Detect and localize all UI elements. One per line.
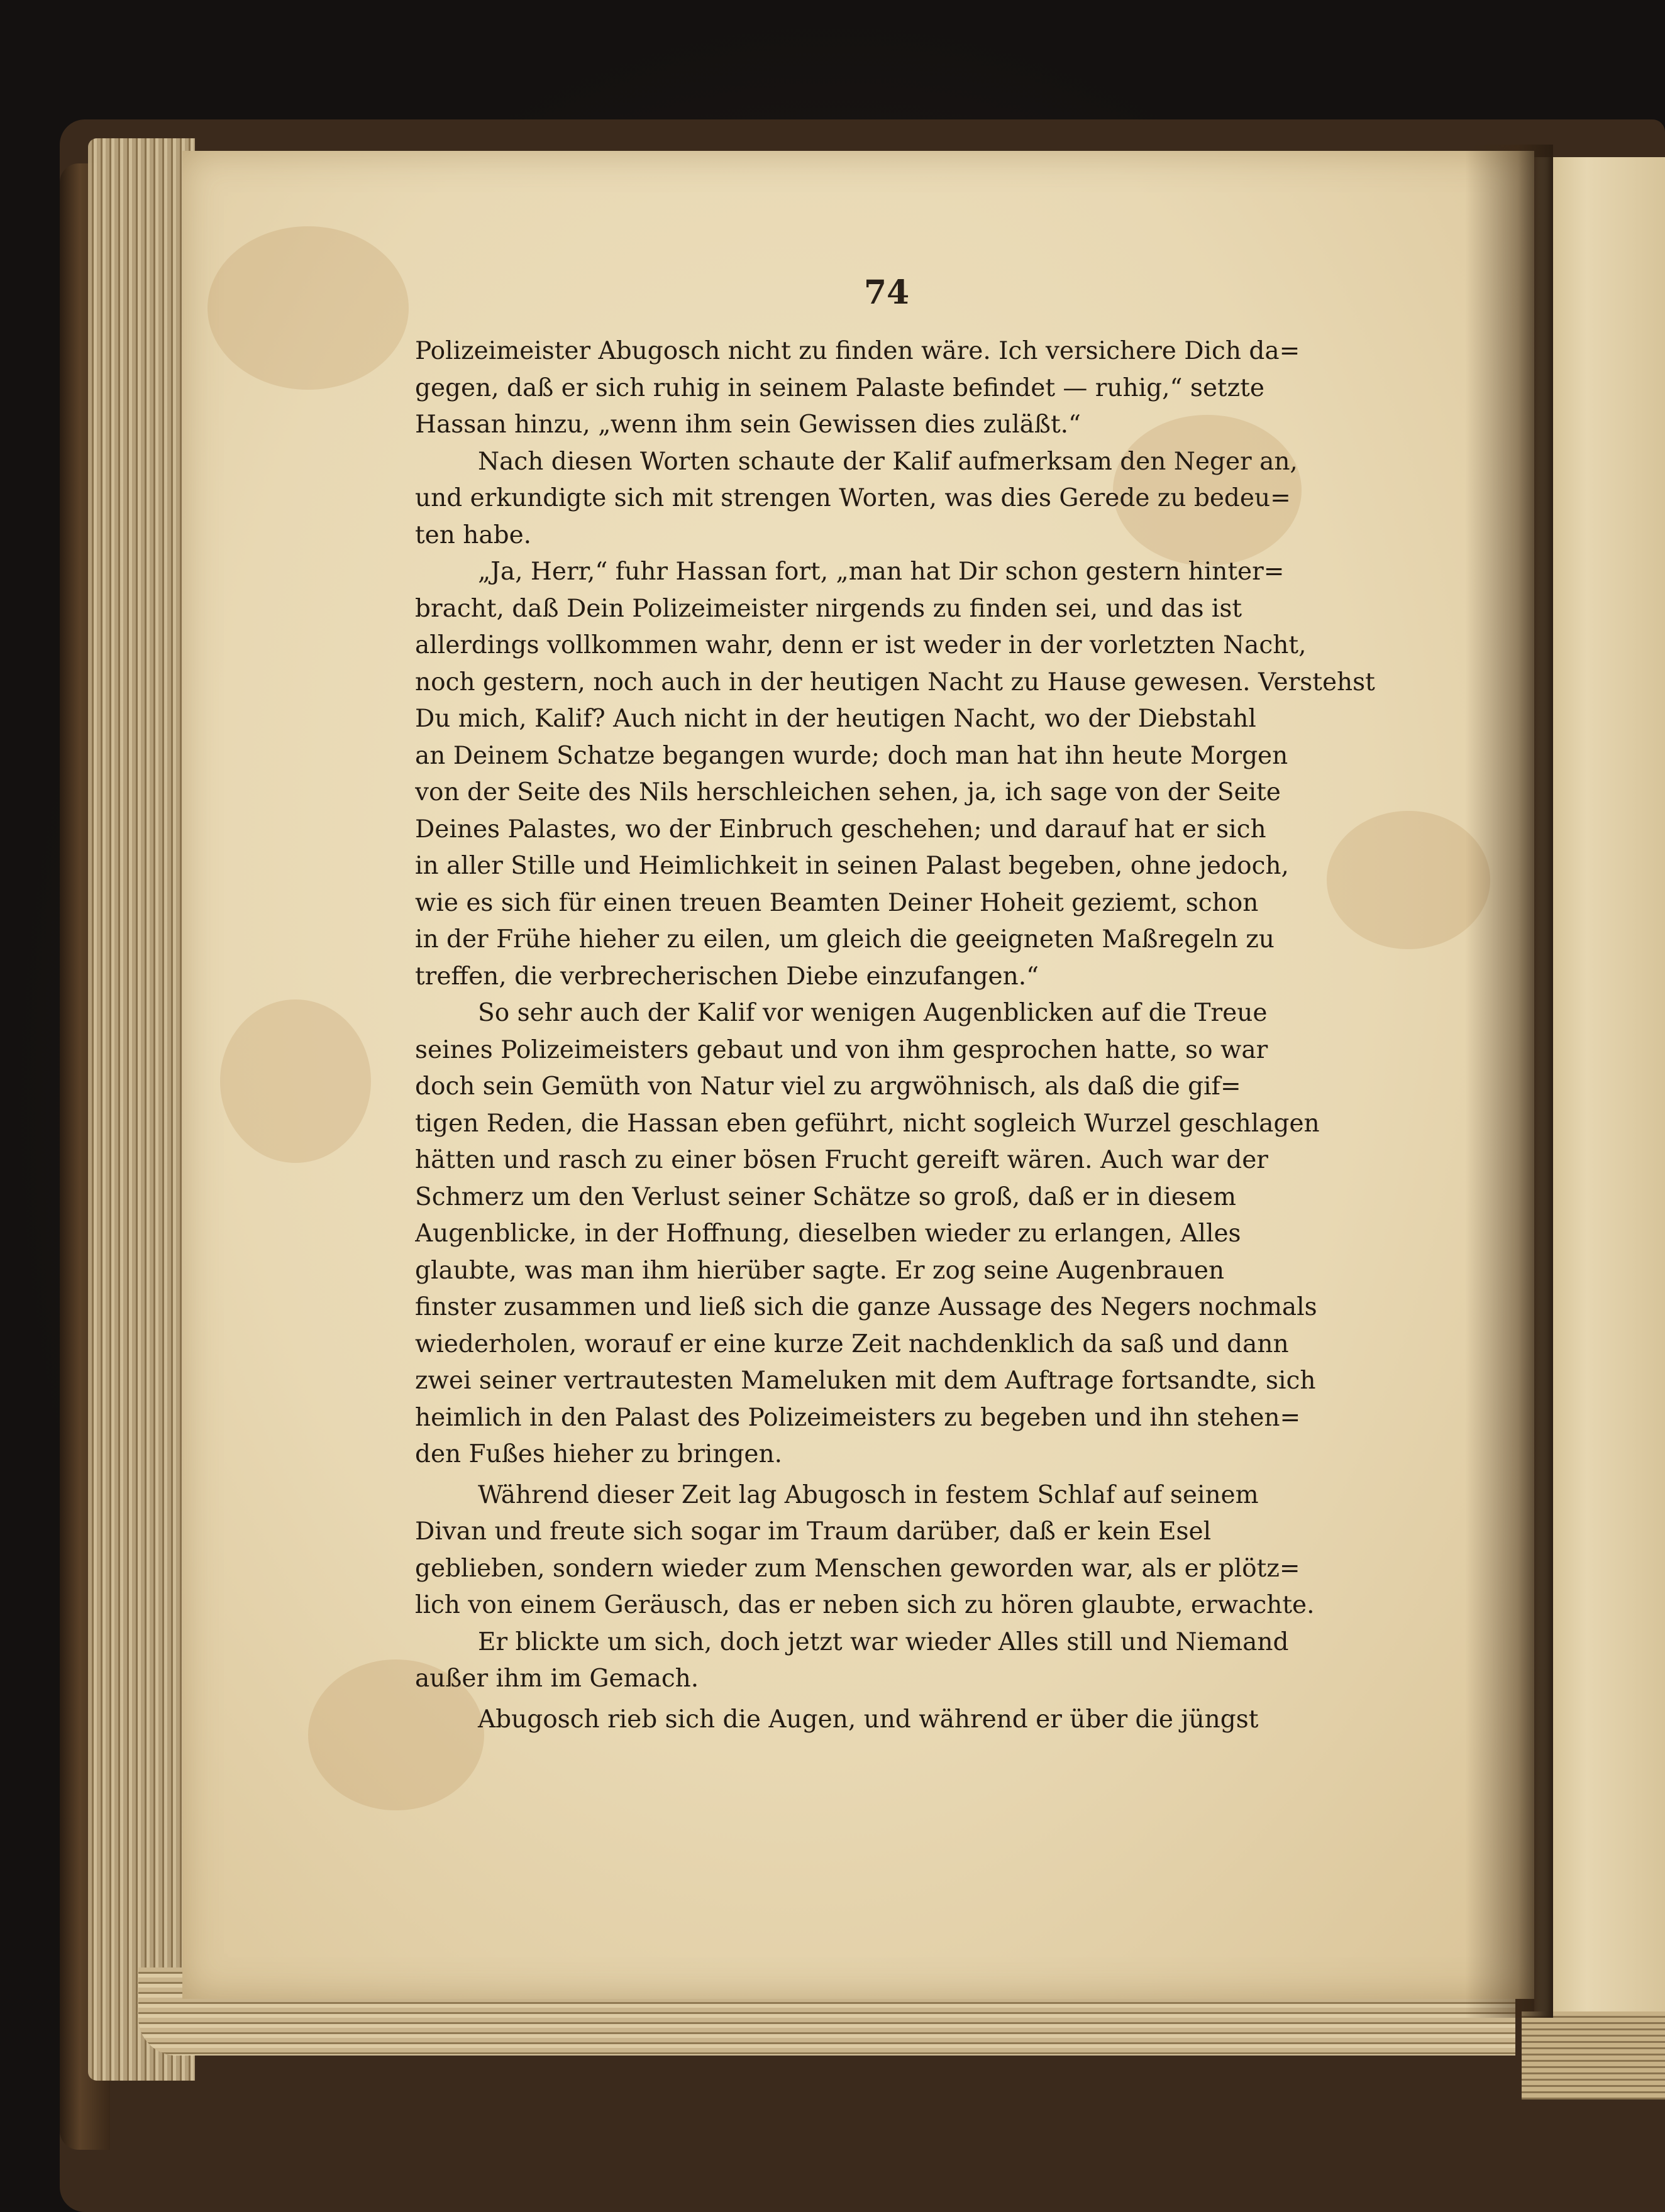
text-line: in der Frühe hieher zu eilen, um gleich die geeigneten Maßregeln zu bbox=[415, 925, 1275, 954]
text-line: „Ja, Herr,“ fuhr Hassan fort, „man hat Dir schon gestern hinter= bbox=[478, 558, 1285, 586]
text-line: ten habe. bbox=[415, 520, 532, 549]
text-line: seines Polizeimeisters gebaut und von ihm gesprochen hatte, so war bbox=[415, 1035, 1268, 1064]
text-line: Du mich, Kalif? Auch nicht in der heutigen Nacht, wo der Diebstahl bbox=[415, 705, 1256, 733]
text-line: Hassan hinzu, „wenn ihm sein Gewissen dies zuläßt.“ bbox=[415, 410, 1081, 439]
facing-page bbox=[1534, 157, 1665, 2043]
text-line: bracht, daß Dein Polizeimeister nirgends zu finden sei, und das ist bbox=[415, 594, 1242, 623]
text-line: zwei seiner vertrautesten Mameluken mit dem Auftrage fortsandte, sich bbox=[415, 1367, 1316, 1395]
text-line: Augenblicke, in der Hoffnung, dieselben wieder zu erlangen, Alles bbox=[415, 1219, 1241, 1248]
text-line: von der Seite des Nils herschleichen sehen, ja, ich sage von der Seite bbox=[415, 778, 1281, 806]
text-line: lich von einem Geräusch, das er neben sich zu hören glaubte, erwachte. bbox=[415, 1591, 1315, 1619]
page-number: 74 bbox=[863, 273, 910, 312]
text-line: So sehr auch der Kalif vor wenigen Augenblicken auf die Treue bbox=[478, 999, 1268, 1027]
text-line: Er blickte um sich, doch jetzt war wieder Alles still und Niemand bbox=[478, 1627, 1289, 1656]
text-line: wiederholen, worauf er eine kurze Zeit nachdenklich da saß und dann bbox=[415, 1329, 1289, 1358]
text-line: doch sein Gemüth von Natur viel zu argwöhnisch, als daß die gif= bbox=[415, 1072, 1241, 1101]
text-line: finster zusammen und ließ sich die ganze Aussage des Negers nochmals bbox=[415, 1293, 1317, 1321]
foxing-stain bbox=[207, 226, 409, 390]
text-line: tigen Reden, die Hassan eben geführt, nicht sogleich Wurzel geschlagen bbox=[415, 1109, 1320, 1138]
page-gutter-shadow bbox=[1465, 145, 1553, 2018]
text-line: heimlich in den Palast des Polizeimeisters zu begeben und ihn stehen= bbox=[415, 1403, 1301, 1432]
page-text bbox=[415, 333, 1393, 1738]
text-line: Deines Palastes, wo der Einbruch geschehen; und darauf hat er sich bbox=[415, 815, 1266, 844]
text-line: an Deinem Schatze begangen wurde; doch man hat ihn heute Morgen bbox=[415, 741, 1288, 770]
text-line: außer ihm im Gemach. bbox=[415, 1665, 699, 1693]
text-line: in aller Stille und Heimlichkeit in seinen Palast begeben, ohne jedoch, bbox=[415, 852, 1289, 880]
text-line: wie es sich für einen treuen Beamten Deiner Hoheit geziemt, schon bbox=[415, 888, 1259, 917]
text-line: Während dieser Zeit lag Abugosch in festem Schlaf auf seinem bbox=[478, 1480, 1259, 1509]
text-line: den Fußes hieher zu bringen. bbox=[415, 1440, 783, 1468]
text-line: gegen, daß er sich ruhig in seinem Palaste befindet — ruhig,“ setzte bbox=[415, 373, 1264, 402]
text-line: geblieben, sondern wieder zum Menschen geworden war, als er plötz= bbox=[415, 1554, 1300, 1583]
text-line: noch gestern, noch auch in der heutigen Nacht zu Hause gewesen. Verstehst bbox=[415, 668, 1375, 696]
text-line: Polizeimeister Abugosch nicht zu finden wäre. Ich versichere Dich da= bbox=[415, 337, 1300, 365]
text-line: Divan und freute sich sogar im Traum darüber, daß er kein Esel bbox=[415, 1517, 1212, 1546]
text-line: Nach diesen Worten schaute der Kalif aufmerksam den Neger an, bbox=[478, 447, 1298, 476]
text-line: Abugosch rieb sich die Augen, und während er über die jüngst bbox=[478, 1705, 1259, 1734]
text-line: allerdings vollkommen wahr, denn er ist weder in der vorletzten Nacht, bbox=[415, 631, 1307, 659]
facing-page-edges bbox=[1522, 2011, 1665, 2099]
page-edges-left bbox=[88, 138, 195, 2081]
text-line: hätten und rasch zu einer bösen Frucht gereift wären. Auch war der bbox=[415, 1146, 1268, 1174]
text-line: Schmerz um den Verlust seiner Schätze so groß, daß er in diesem bbox=[415, 1182, 1236, 1211]
foxing-stain bbox=[220, 999, 371, 1163]
text-line: und erkundigte sich mit strengen Worten, was dies Gerede zu bedeu= bbox=[415, 484, 1291, 512]
text-line: treffen, die verbrecherischen Diebe einzufangen.“ bbox=[415, 962, 1039, 991]
text-line: glaubte, was man ihm hierüber sagte. Er zog seine Augenbrauen bbox=[415, 1256, 1225, 1285]
